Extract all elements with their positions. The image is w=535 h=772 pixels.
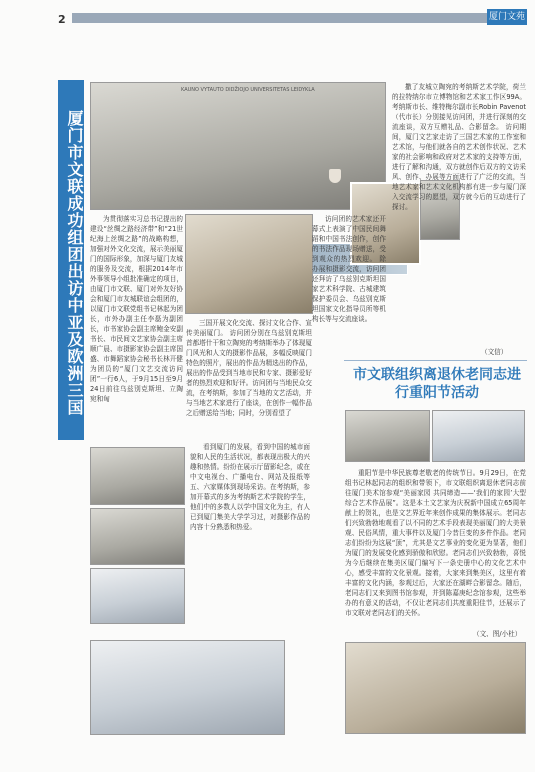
- article1-source: （文信）: [481, 348, 508, 356]
- article1-col2: 三国开展文化交流、探讨文化合作、宣传美丽厦门。 访问团分别在乌兹别克斯坦首都塔什干和立陶宛的考纳斯举办了体现厦门风光和人文的摄影作品展，多幅反映厦门特色的照片，展出的作品为精选出的作品，展出的作品受到当地市民和专家、摄影爱好者的热烈欢迎和好评。访问团与当地民众交流，在考纳斯，参加了当地的文艺活动，并与当地艺术家进行了座谈，在创作一幅作品之后赠送给当地；同时，分别看望了: [186, 319, 312, 417]
- photo-calligraphy-demo: [185, 214, 313, 314]
- article1-col1: 为贯彻落实习总书记提出的建设“丝绸之路经济带”和“21世纪海上丝绸之路”的战略构想，加强对外文化交流，展示美丽厦门的国际形象，加深与厦门友城的服务及交流，根据2014年市外事领导小组批准确定的项目，由厦门市文联、厦门对外友好协会和厦门市友城联谊会组团的，以厦门市文联党组书记林起为团长，市外办副主任李磊为副团长，市书家协会副主席鲍金安副书长、市民间文艺家协会副主席顺广晨、市摄影家协会副主席国盛、市舞蹈家协会秘书长林开健为团员的“厦门文艺交流访问团”一行6人，于9月15日至9月24日前往乌兹别克斯坦、立陶宛和匈: [90, 215, 183, 403]
- photo-elders-group: [345, 642, 526, 734]
- coat-of-arms-icon: [329, 169, 341, 183]
- building-sign: KAUNO VYTAUTO DIDŽIOJO UNIVERSITETAS LEIDYKLA: [181, 87, 315, 93]
- article2-body: 重阳节是中华民族尊老敬老的传统节日。9月29日，在党组书记林起同志的组织和带领下，市文联组织离退休老同志前往厦门美术馆参观“美丽家园 共同缔造——‘我们的家园’大型综合艺术作品展”。这是本土文艺家为庆祝新中国成立65周年献上的贺礼，也是文艺界近年来创作成果的集体展示。老同志们兴致勃勃地观看了以不同的艺术手段表现美丽厦门的大美景观、民俗风情，重大事件以及厦门今昔巨变的多件作品。老同志们纷纷为这展“顶”，尤其是文艺事业的变化更为显著，他们为厦门的发展变化感到骄傲和欣慰。老同志们兴致勃勃，喜悦为今后继续在集美区厦门编写下一条史册中心的文化艺术中心，感受丰富的文化景观。接着，大家来到集美区，这里有着丰富的文化内涵，参观过后，大家还在湖畔合影留念。随后，老同志们又来到图书馆参观，并到陈嘉庚纪念馆参观，这些举办的有意义的活动，不仅让老同志们共度重阳佳节，还展示了市文联对老同志们的关怀。: [345, 469, 526, 617]
- photo-viewing-exhibits: [90, 508, 185, 565]
- header-bar: [72, 13, 487, 23]
- article2-title: 市文联组织离退休老同志进行重阳节活动: [353, 367, 521, 401]
- photo-museum-visit: [345, 410, 430, 462]
- photo-artwork-viewing: [432, 410, 525, 462]
- article1-col4: 撒了友城立陶宛的考纳斯艺术学院，荷兰的拉特纳尔市立博物馆和艺术家工作区99A。考纳斯市长、维特梅尔副市长Robin Pavenot（代市长）分别接见访问团，并进行深刻的交流座谈，双方互赠礼品、合影留念。 访问期间，厦门文艺家走访了三国艺术家的工作室和艺术馆，与他们就各自的艺术创作状况、艺术家的社会影响和政府对艺术家的支持等方面，进行了解和沟通，双方就创作后双方的文访采风、创作、办展等方面进行了广泛的交流，当地艺术家和艺术文化机构都有进一步与厦门深入交流学习的愿望，双方就今后的互动进行了探讨。: [392, 83, 526, 211]
- section-divider: [344, 360, 527, 361]
- article1-title: 厦门市文联成功组团出访中亚及欧洲三国: [58, 80, 84, 440]
- article1-col3: 访问团的艺术家还开幕式上表演了中国民间舞蹈和中国书法创作，创作的书法作品现场赠送，受到观众的热烈欢迎。 除办展和摄影交流，访问团还拜访了乌兹别克斯坦国家艺术科学院、古城建筑保护委员会、乌兹别克斯坦国家文化指导员所等机构长等与交流座谈。: [312, 215, 386, 323]
- photo-exhibition-hall: [90, 447, 185, 505]
- group-photo-banner: [90, 82, 386, 210]
- section-tag: 厦门文苑: [487, 9, 527, 25]
- photo-gallery-crowd: [90, 640, 285, 735]
- page-number: 2: [58, 13, 66, 26]
- photo-dance-performance: [90, 568, 185, 624]
- article1-col2b: 看到厦门的发展，看到中国的城市面貌和人民的生活状况，都表现出极大的兴趣和热情。纷纷在展示厅留影纪念，或在中文电视台、广播电台、网站及报纸等五、六家媒体到现场采访。在考纳斯，参加开幕式的多为考纳斯艺术学院的学生，他们中的多数人以学中国文化为主，有人已到厦门集美大学学习过，对摄影作品的内容十分熟悉和热爱。: [190, 443, 310, 531]
- article2-source: （文、图/小杜）: [473, 630, 522, 638]
